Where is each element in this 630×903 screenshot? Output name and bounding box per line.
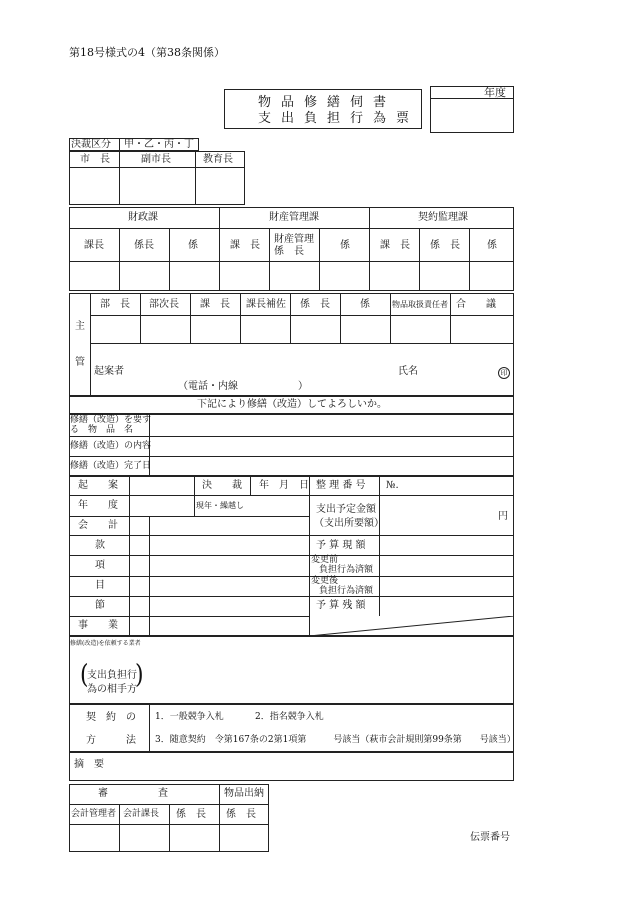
content-label: 修繕（改造）の内容 xyxy=(70,441,152,451)
role-label: 課 長 xyxy=(380,240,410,251)
yotei-sub-label: （支出所要額） xyxy=(314,518,384,529)
dept-property: 財産管理課 xyxy=(269,212,319,223)
request-text: 下記により修繕（改造）してよろしいか。 xyxy=(197,399,387,410)
kan-label: 款 xyxy=(95,540,105,551)
genkaku-label: 予 算 現 額 xyxy=(316,540,366,551)
henkomae-sub-label: 負担行為済額 xyxy=(319,565,374,575)
phone-label: （電話・内線 ） xyxy=(178,381,308,392)
role-label: 係 xyxy=(487,240,497,251)
role-label: 係 長 xyxy=(430,240,460,251)
number-label: №. xyxy=(386,480,399,491)
kaikei-label: 会 計 xyxy=(78,520,118,531)
role-label: 課長補佐 xyxy=(246,299,286,310)
zangaku-label: 予 算 残 額 xyxy=(316,600,366,611)
role-label: 会計課長 xyxy=(123,809,160,819)
dept-finance: 財政課 xyxy=(128,212,158,223)
paren-right: ) xyxy=(135,660,144,691)
method-option-1: 1．一般競争入札 xyxy=(155,712,224,722)
title-line-1: 物品修繕伺書 xyxy=(258,95,397,110)
role-label: 課 長 xyxy=(230,240,260,251)
method-label-top: 契 約 の xyxy=(86,712,136,723)
henkomae-label: 変更前 xyxy=(311,555,339,565)
role-label: 財産管理 xyxy=(274,234,314,245)
role-label: 係 xyxy=(340,240,350,251)
dept-contract: 契約監理課 xyxy=(418,212,468,223)
diagonal-cell xyxy=(309,616,514,636)
shinsa-header: 審 査 xyxy=(98,788,168,799)
role-label: 課 長 xyxy=(200,299,230,310)
role-label: 係 長 xyxy=(274,246,304,257)
seiri-label: 整 理 番 号 xyxy=(316,480,366,491)
kian-label: 起 案 xyxy=(78,480,118,491)
role-label: 課長 xyxy=(84,240,104,251)
role-label: 係長 xyxy=(134,240,154,251)
moku-label: 目 xyxy=(95,580,105,591)
vendor-paren-line-1: 支出負担行 xyxy=(87,670,137,681)
kessai-value: 甲・乙・丙・丁 xyxy=(124,139,194,150)
gennen-label: 現年・繰越し xyxy=(196,501,244,510)
item-name-label: る 物 品 名 xyxy=(70,425,134,435)
shukan-label-bottom: 管 xyxy=(75,357,85,368)
paren-left: ( xyxy=(80,660,89,691)
nendo-label: 年度 xyxy=(484,86,506,99)
method-label-bottom: 方 法 xyxy=(86,735,136,746)
name-label: 氏名 xyxy=(398,366,418,377)
vendor-label: 修繕(改造)を依頼する業者 xyxy=(70,640,141,647)
henkogo-sub-label: 負担行為済額 xyxy=(319,586,374,596)
role-label: 係 xyxy=(188,240,198,251)
form-number: 第18号様式の4（第38条関係） xyxy=(69,46,225,59)
henkogo-label: 変更後 xyxy=(311,576,339,586)
role-label: 係 長 xyxy=(176,809,206,820)
nendo-admin-label: 年 度 xyxy=(78,500,118,511)
drafter-label: 起案者 xyxy=(94,366,124,377)
role-label: 部次長 xyxy=(149,299,179,310)
role-label: 係 長 xyxy=(300,299,330,310)
method-option-3: 3．随意契約 令第167条の2第1項第 号該当（萩市会計規則第99条第 号該当） xyxy=(155,735,516,745)
kessai-admin-label: 決 裁 xyxy=(202,480,242,491)
kessai-label: 決裁区分 xyxy=(71,139,111,150)
approver-vice-mayor: 副市長 xyxy=(141,154,171,165)
tekiyo-label: 摘 要 xyxy=(74,759,104,770)
method-option-2: 2．指名競争入札 xyxy=(255,712,324,722)
tekiyo-row[interactable] xyxy=(69,752,514,781)
seal-mark: 印 xyxy=(498,367,510,379)
kou-label: 項 xyxy=(95,560,105,571)
admin-block xyxy=(69,476,514,636)
approver-superintendent: 教育長 xyxy=(203,154,233,165)
completion-label: 修繕（改造）完了日 xyxy=(70,461,152,471)
role-label: 会計管理者 xyxy=(71,809,117,819)
shinsa-header-2: 物品出納 xyxy=(224,788,264,799)
shukan-label-top: 主 xyxy=(75,321,85,332)
role-label: 係 xyxy=(360,299,370,310)
vendor-paren-line-2: 為の相手方 xyxy=(87,684,137,695)
role-label: 部 長 xyxy=(100,299,130,310)
setsu-label: 節 xyxy=(95,600,105,611)
jigyo-label: 事 業 xyxy=(78,620,118,631)
role-label: 合 議 xyxy=(456,299,496,310)
title-line-2: 支出負担行為票 xyxy=(258,111,420,126)
denpyo-label: 伝票番号 xyxy=(470,832,510,843)
date-label: 年 月 日 xyxy=(259,480,309,491)
item-name-label: 修繕（改造）を要す xyxy=(70,415,152,425)
approver-mayor: 市 長 xyxy=(80,154,110,165)
role-label: 物品取扱責任者 xyxy=(392,300,448,309)
yen-unit: 円 xyxy=(498,511,508,522)
yotei-label: 支出予定金額 xyxy=(316,504,376,515)
role-label: 係 長 xyxy=(226,809,256,820)
